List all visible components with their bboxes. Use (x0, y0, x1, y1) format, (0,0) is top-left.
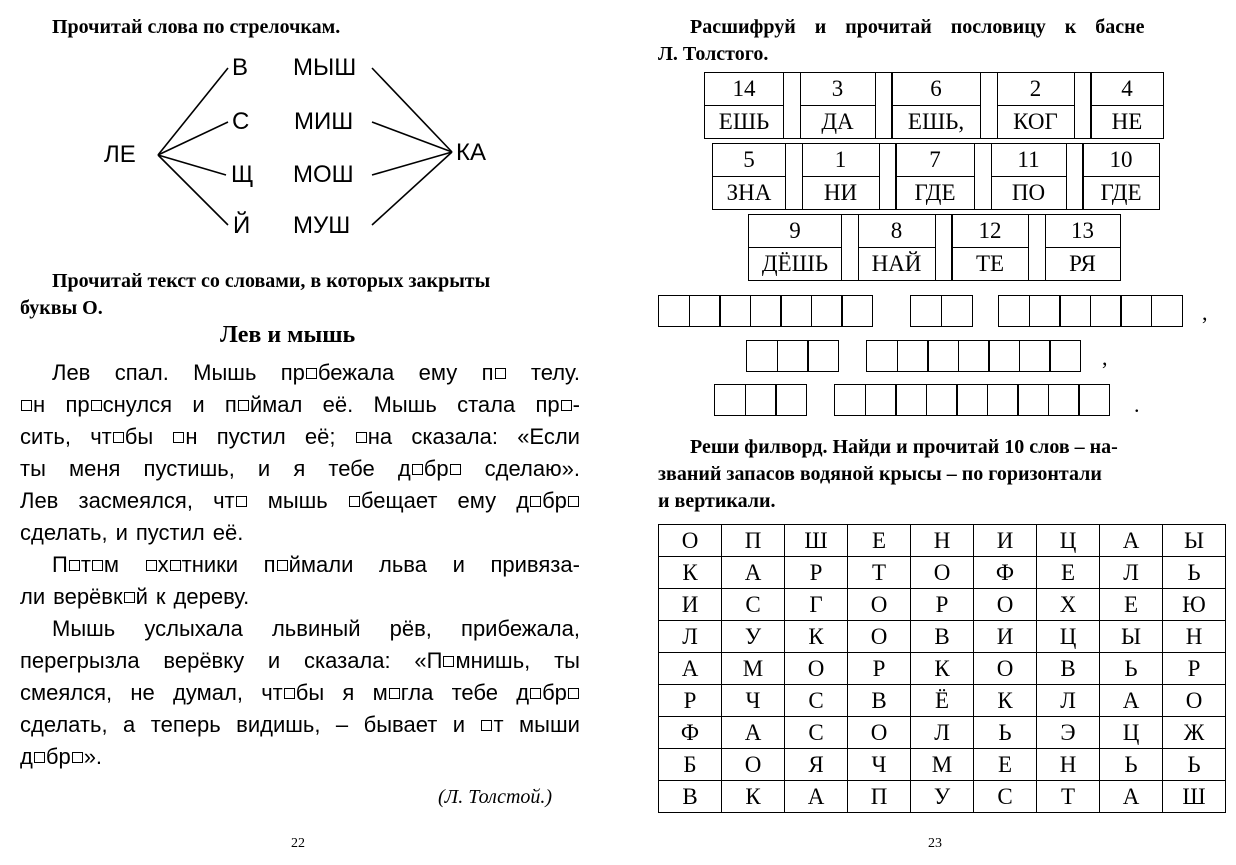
syllable-mysh: МЫШ (293, 54, 357, 81)
fillword-cell[interactable]: Л (1037, 685, 1100, 717)
fillword-cell[interactable]: Г (785, 589, 848, 621)
answer-word-3[interactable] (998, 295, 1183, 327)
cipher-syllable: ГДЕ (914, 180, 956, 205)
fillword-cell[interactable]: О (659, 525, 722, 557)
cipher-syllable: ДЁШЬ (761, 251, 829, 276)
fillword-row (659, 685, 1226, 717)
cipher-syllable: КОГ (1013, 109, 1058, 134)
syllable-mush: МУШ (293, 212, 351, 239)
fillword-cell[interactable]: Ц (1037, 525, 1100, 557)
page-number-right: 23 (928, 836, 942, 851)
fillword-cell[interactable]: Ь (1100, 653, 1163, 685)
fillword-cell[interactable]: О (848, 621, 911, 653)
answer-word-6[interactable] (714, 384, 807, 416)
fillword-cell[interactable]: О (974, 589, 1037, 621)
answer-word-5[interactable] (866, 340, 1081, 372)
fillword-cell[interactable]: Ф (659, 717, 722, 749)
cipher-syllable: НАЙ (871, 251, 922, 276)
story-text: Лев спал. Мышь пр бежала ему п телу. н пр снулся и п ймал её. Мышь стала пр - сить, чт бы н пустил её; на сказала: «Если ты меня пустишь, и я тебе д бр сделаю». Лев засмеялся, чт мышь бещает ему д бр сделать, и пустил её. П т м х тники п ймали льва и привяза- ли верёвк й к дереву. Мышь услыхала львиный рёв, прибежала, перегрызла верёвку и сказала: «П мнишь, ты смеялся, не думал, чт бы я м гла тебе д бр сделать, а теперь видишь, – бывает и т мыши д бр ». (20, 360, 580, 769)
answer-period: . (1134, 392, 1140, 417)
cipher-number: 6 (892, 73, 980, 106)
fillword-row (659, 749, 1226, 781)
cipher-number: 8 (859, 215, 935, 248)
fillword-cell[interactable]: А (659, 653, 722, 685)
task-1-heading: Прочитай слова по стрелочкам. (52, 16, 341, 38)
fillword-cell[interactable]: К (911, 653, 974, 685)
cipher-syllable: ПО (1011, 180, 1046, 205)
fillword-cell[interactable]: А (722, 557, 785, 589)
fillword-cell[interactable]: Т (1037, 781, 1100, 813)
cipher-cell (991, 143, 1084, 210)
fillword-cell[interactable]: С (785, 685, 848, 717)
answer-word-7[interactable] (834, 384, 1110, 416)
fillword-grid (658, 524, 1226, 813)
fillword-cell[interactable]: Ы (1100, 621, 1163, 653)
fillword-cell[interactable]: Ж (1163, 717, 1226, 749)
cipher-syllable: РЯ (1069, 251, 1096, 276)
fillword-heading-line-2: званий запасов водяной крысы – по горизонтали (658, 463, 1102, 485)
syllable-le: ЛЕ (104, 141, 136, 168)
fillword-cell[interactable]: Ц (1100, 717, 1163, 749)
answer-word-2[interactable] (910, 295, 973, 327)
fillword-cell[interactable]: В (848, 685, 911, 717)
fillword-cell[interactable]: Ы (1163, 525, 1226, 557)
fillword-cell[interactable]: У (911, 781, 974, 813)
syllable-ka: КА (456, 139, 486, 166)
fillword-cell[interactable]: М (722, 653, 785, 685)
fillword-cell[interactable]: Ф (974, 557, 1037, 589)
fillword-cell[interactable]: Р (848, 653, 911, 685)
fillword-cell[interactable]: И (659, 589, 722, 621)
fillword-cell[interactable]: Л (659, 621, 722, 653)
cipher-cell (712, 143, 803, 210)
fillword-cell[interactable]: А (722, 717, 785, 749)
fillword-cell[interactable]: Р (1163, 653, 1226, 685)
fillword-cell[interactable]: У (722, 621, 785, 653)
fillword-cell[interactable]: Н (1163, 621, 1226, 653)
letter-v: В (232, 54, 249, 81)
fillword-cell[interactable]: Ё (911, 685, 974, 717)
cipher-number: 4 (1091, 73, 1163, 106)
answer-comma-1: , (1202, 300, 1208, 325)
fillword-cell[interactable]: К (722, 781, 785, 813)
cipher-cell (1090, 72, 1164, 139)
fillword-cell[interactable]: Ш (785, 525, 848, 557)
fillword-cell[interactable]: Е (1037, 557, 1100, 589)
fillword-cell[interactable]: Е (1100, 589, 1163, 621)
fillword-row (659, 557, 1226, 589)
syllable-mish: МИШ (294, 108, 354, 135)
fillword-cell[interactable]: Ч (722, 685, 785, 717)
answer-word-4[interactable] (746, 340, 839, 372)
cipher-number: 9 (749, 215, 841, 248)
cipher-row-3 (748, 214, 1121, 281)
fillword-cell[interactable]: В (911, 621, 974, 653)
cipher-cell (858, 214, 953, 281)
cipher-syllable: ГДЕ (1100, 180, 1142, 205)
fillword-cell[interactable]: Е (974, 749, 1037, 781)
fillword-cell[interactable]: Э (1037, 717, 1100, 749)
cipher-cell (1082, 143, 1160, 210)
fillword-cell[interactable]: Л (1100, 557, 1163, 589)
cipher-number: 3 (801, 73, 875, 106)
cipher-number: 13 (1046, 215, 1120, 248)
letter-s: С (232, 108, 250, 135)
fillword-cell[interactable]: Н (911, 525, 974, 557)
cipher-heading-line-1 (690, 14, 1218, 41)
page-number-left: 22 (291, 836, 305, 851)
answer-comma-2: , (1102, 345, 1108, 370)
letter-shch: Щ (231, 161, 254, 188)
cipher-syllable: ЕШЬ (718, 109, 770, 134)
fillword-cell[interactable]: П (722, 525, 785, 557)
fillword-cell[interactable]: П (848, 781, 911, 813)
fillword-cell[interactable]: Р (785, 557, 848, 589)
fillword-cell[interactable]: Я (785, 749, 848, 781)
fillword-cell[interactable]: К (785, 621, 848, 653)
fillword-cell[interactable]: В (659, 781, 722, 813)
fillword-cell[interactable]: Ь (1100, 749, 1163, 781)
fillword-cell[interactable]: С (785, 717, 848, 749)
cipher-number: 7 (896, 144, 974, 177)
fillword-cell[interactable]: К (974, 685, 1037, 717)
fillword-cell[interactable]: С (722, 589, 785, 621)
fillword-cell[interactable]: Е (848, 525, 911, 557)
fillword-cell[interactable]: А (1100, 525, 1163, 557)
cipher-number: 10 (1083, 144, 1159, 177)
fillword-cell[interactable]: О (1163, 685, 1226, 717)
fillword-cell[interactable]: Х (1037, 589, 1100, 621)
fillword-cell[interactable]: О (722, 749, 785, 781)
cipher-syllable: ЕШЬ, (907, 109, 965, 134)
answer-word-1[interactable] (658, 295, 873, 327)
fillword-cell[interactable]: Р (911, 589, 974, 621)
cipher-cell (802, 143, 897, 210)
fillword-cell[interactable]: О (974, 653, 1037, 685)
story-title: Лев и мышь (220, 322, 356, 348)
fillword-cell[interactable]: Ш (1163, 781, 1226, 813)
cipher-number: 14 (705, 73, 783, 106)
cipher-number: 5 (713, 144, 785, 177)
fillword-cell[interactable]: О (785, 653, 848, 685)
cipher-number: 11 (992, 144, 1066, 177)
fillword-cell[interactable]: Т (848, 557, 911, 589)
fillword-row (659, 589, 1226, 621)
fillword-cell[interactable]: А (785, 781, 848, 813)
letter-y: Й (233, 212, 251, 239)
fillword-cell[interactable]: Ч (848, 749, 911, 781)
cipher-heading-text: Расшифруй и прочитай пословицу к басне (690, 16, 1145, 38)
cipher-cell (1045, 214, 1121, 281)
fillword-cell[interactable]: Л (911, 717, 974, 749)
cipher-cell (997, 72, 1092, 139)
fillword-row (659, 653, 1226, 685)
cipher-number: 1 (803, 144, 879, 177)
cipher-heading-line-2: Л. Толстого. (658, 43, 769, 65)
fillword-cell[interactable]: Ь (1163, 749, 1226, 781)
fillword-cell[interactable]: А (1100, 781, 1163, 813)
cipher-cell (704, 72, 801, 139)
cipher-row-1 (704, 72, 1164, 139)
cipher-syllable: НИ (823, 180, 858, 205)
fillword-heading-line-1: Реши филворд. Найди и прочитай 10 слов – на- (690, 436, 1118, 458)
cipher-syllable: ЗНА (726, 180, 772, 205)
fillword-cell[interactable]: О (848, 717, 911, 749)
fillword-cell[interactable]: И (974, 525, 1037, 557)
cipher-syllable: ТЕ (975, 251, 1005, 276)
cipher-cell (748, 214, 859, 281)
cipher-cell (895, 143, 992, 210)
cipher-cell (951, 214, 1046, 281)
fillword-cell[interactable]: Ю (1163, 589, 1226, 621)
task-2-heading-line-1: Прочитай текст со словами, в которых закрыты (52, 270, 491, 292)
fillword-cell[interactable]: И (974, 621, 1037, 653)
fillword-cell[interactable]: Ь (1163, 557, 1226, 589)
cipher-cell (800, 72, 893, 139)
fillword-cell[interactable]: Р (659, 685, 722, 717)
cipher-syllable: НЕ (1111, 109, 1143, 134)
fillword-cell[interactable]: А (1100, 685, 1163, 717)
fillword-cell[interactable]: С (974, 781, 1037, 813)
fillword-cell[interactable]: Б (659, 749, 722, 781)
cipher-row-2 (712, 143, 1160, 210)
fillword-row (659, 717, 1226, 749)
fillword-row (659, 525, 1226, 557)
fillword-heading-line-3: и вертикали. (658, 490, 776, 512)
cipher-syllable: ДА (821, 109, 854, 134)
fillword-cell[interactable]: Ц (1037, 621, 1100, 653)
fillword-cell[interactable]: К (659, 557, 722, 589)
fillword-cell[interactable]: Н (1037, 749, 1100, 781)
fillword-cell[interactable]: М (911, 749, 974, 781)
task-2-heading-line-2: буквы О. (20, 297, 103, 319)
fillword-row (659, 781, 1226, 813)
fillword-cell[interactable]: О (848, 589, 911, 621)
cipher-number: 2 (998, 73, 1074, 106)
fillword-cell[interactable]: В (1037, 653, 1100, 685)
cipher-number: 12 (952, 215, 1028, 248)
fillword-cell[interactable]: Ь (974, 717, 1037, 749)
cipher-cell (891, 72, 998, 139)
syllable-mosh: МОШ (293, 161, 354, 188)
fillword-row (659, 621, 1226, 653)
fillword-cell[interactable]: О (911, 557, 974, 589)
author-credit: (Л. Толстой.) (438, 786, 553, 808)
